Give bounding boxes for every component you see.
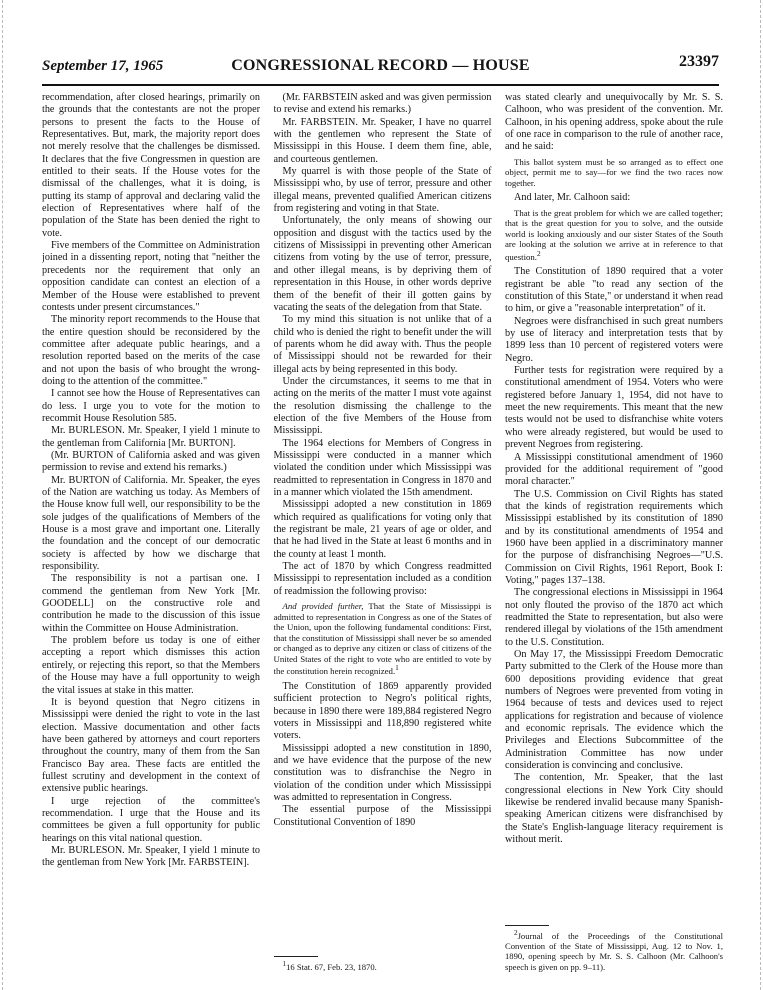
paragraph: My quarrel is with those people of the State of Mississippi who, by use of terror, pressure and other illegal means, prevented qualified American citizens from registering and voting in that State. bbox=[273, 166, 492, 215]
quote-text: That the State of Mississippi is admitted to representation in Congress as one of the States of the Union, upon the following fundamental conditions: First, that the constitution of Mississippi shall never be so amended or changed as to deprive any citizen or class of citizens of the United States of the right to vote who are entitled to vote by the constitution herein recognized. bbox=[273, 601, 492, 677]
paragraph: recommendation, after closed hearings, primarily on the grounds that the contestants are not the proper persons to present the facts to the House of Representatives. But, mark, the majority report does not merely resolve that the challenges be dismissed. It declares that the five Congressmen in question are entitled to their seats. If the House votes for the dismissal of the challenges, what it is doing, is putting its stamp of approval and declaring valid the election of Representatives where half of the population of the State has been denied the right to vote. bbox=[42, 92, 260, 239]
paragraph: A Mississippi constitutional amendment of 1960 provided for the additional requirement of "good moral character." bbox=[505, 451, 723, 488]
paragraph: The minority report recommends to the House that the entire question should be reconsidered by the committee after adequate public hearings, and a resolution reported based on the merits of the case and not upon the basis of who brought the wrong-doing to the attention of the committee." bbox=[42, 314, 260, 387]
page-header bbox=[42, 50, 719, 86]
paragraph: The problem before us today is one of either accepting a report which dismisses this action entirely, or rejecting this report, so that the Members of the House may have a full opportunity to weigh the vital issues at stake in this matter. bbox=[42, 635, 260, 696]
footnote bbox=[505, 929, 723, 972]
footnote-mark: 2 bbox=[514, 928, 518, 937]
column-1 bbox=[42, 92, 260, 972]
paragraph: Under the circumstances, it seems to me that in acting on the merits of the matter I must vote against the resolution dismissing the challenge to the election of the five Members of the House from Mississippi. bbox=[273, 375, 492, 437]
column-3-footnotes bbox=[505, 917, 723, 972]
paragraph: Mr. FARBSTEIN. Mr. Speaker, I have no quarrel with the gentlemen who represent the State of Mississippi in this House. I deem them fine, able, and courteous gentlemen. bbox=[273, 116, 492, 165]
paragraph: Mr. BURTON of California. Mr. Speaker, the eyes of the Nation are watching us today. As Members of the House know full well, our responsibility to be the sole judges of the qualifications of Members of the House is a most grave and important one. Literally the foundation and the concept of our democratic society is affected by how we discharge that responsibility. bbox=[42, 474, 260, 573]
paragraph: The Constitution of 1869 apparently provided sufficient protection to Negro's political rights, because in 1890 there were 189,884 registered Negro voters in Mississippi and 118,890 registered white voters. bbox=[273, 680, 492, 742]
footnote-text: Journal of the Proceedings of the Constitutional Convention of the State of Mississippi, Aug. 12 to Nov. 1, 1890, opening speech by Mr. S. S. Calhoon (Mr. Calhoon's speech is given on pp. 9–11). bbox=[505, 930, 723, 972]
left-margin-scan-marks bbox=[2, 0, 9, 990]
footnote-rule bbox=[505, 925, 549, 926]
quote-text: That is the great problem for which we are called together; that is the great question for you to solve, and the outside world is looking anxiously and our sister States of the South are looking at the solution we arrive at in reference to that question. bbox=[505, 207, 723, 262]
footnote-mark: 1 bbox=[395, 663, 399, 673]
paragraph: Five members of the Committee on Administration joined in a dissenting report, noting that "neither the precedents nor the requirement that only an opposition candidate can contest an election of a Member of the House were established to prevent contests under present circumstances." bbox=[42, 240, 260, 313]
column-2 bbox=[274, 92, 492, 972]
footnote-mark: 2 bbox=[537, 248, 541, 258]
footnote-text: 16 Stat. 67, Feb. 23, 1870. bbox=[286, 961, 377, 972]
paragraph: The Constitution of 1890 required that a voter registrant be able "to read any section of the constitution of this State," or understand it when read to him, or give a "reasonable interpretation" of it. bbox=[505, 266, 723, 315]
block-quote: This ballot system must be so arranged as to effect one object, permit me to say—for we find the two races now together. bbox=[505, 156, 723, 188]
paragraph: Mr. BURLESON. Mr. Speaker, I yield 1 minute to the gentleman from New York [Mr. FARBSTEIN]. bbox=[42, 844, 260, 869]
header-date: September 17, 1965 bbox=[42, 58, 164, 74]
paragraph: I urge rejection of the committee's recommendation. I urge that the House and its committees be given a full opportunity for public hearings on this vital national question. bbox=[42, 795, 260, 844]
column-3 bbox=[505, 92, 723, 972]
quote-lead: And provided further, bbox=[282, 601, 364, 612]
paragraph: The essential purpose of the Mississippi Constitutional Convention of 1890 bbox=[273, 804, 492, 828]
header-page-number: 23397 bbox=[679, 53, 719, 70]
paragraph: Negroes were disfranchised in such great numbers by use of literacy and interpretation tests that by 1899 less than 10 percent of registered voters were Negro. bbox=[505, 315, 723, 364]
paragraph: To my mind this situation is not unlike that of a child who is denied the right to benefit under the will of parents whom he did away with. Thus the people of Mississippi should not be rewarded for their illegal acts by being represented in this body. bbox=[273, 314, 492, 375]
paragraph: The 1964 elections for Members of Congress in Mississippi were conducted in a manner which violated the condition under which Mississippi was readmitted to representation in Congress in 1870 and in a manner which violated the 15th amendment. bbox=[273, 437, 492, 498]
block-quote bbox=[505, 208, 723, 263]
footnote-mark: 1 bbox=[282, 959, 287, 968]
paragraph: On May 17, the Mississippi Freedom Democratic Party submitted to the Clerk of the House more than 600 depositions providing evidence that great numbers of Negroes were prevented from voting in 1964 because of tests and devices used to reject applications for registration and because of violence and economic reprisals. The evidence which the Privileges and Elections Subcommittee of the Administration Committee has now under consideration is convincing and conclusive. bbox=[505, 649, 723, 772]
header-title: CONGRESSIONAL RECORD — HOUSE bbox=[231, 57, 530, 74]
paragraph: Mississippi adopted a new constitution in 1869 which required as qualifications for voting only that the registrant be male, 21 years of age or older, and that he had lived in the State at least 6 months and in the county at least 1 month. bbox=[273, 499, 492, 560]
paragraph: The U.S. Commission on Civil Rights has stated that the kinds of registration requirements which Mississippi established by its constitution of 1890 and by its constitutional amendments of 1954 and 1960 have been applied in a discriminatory manner for the purpose of disfranchising Negroes—"U.S. Commission on Civil Rights, 1961 Report, Book I: Voting," pages 137–138. bbox=[505, 488, 723, 586]
column-2-footnotes bbox=[274, 948, 492, 972]
paragraph: Mississippi adopted a new constitution in 1890, and we have evidence that the purpose of the new constitution was to disfranchise the Negro in violation of the condition under which Mississippi was admitted to representation in Congress. bbox=[273, 742, 492, 803]
paragraph: (Mr. BURTON of California asked and was given permission to revise and extend his remarks.) bbox=[42, 449, 260, 474]
block-quote bbox=[274, 601, 492, 677]
paragraph: (Mr. FARBSTEIN asked and was given permission to revise and extend his remarks.) bbox=[273, 92, 492, 116]
paragraph: I cannot see how the House of Representatives can do less. I urge you to vote for the motion to recommit House Resolution 585. bbox=[42, 388, 260, 424]
column-3-body bbox=[505, 92, 723, 847]
paragraph: The responsibility is not a partisan one. I commend the gentleman from New York [Mr. GOODELL] on the constructive role and contribution he made to the discussion of this issue within the Committee on House Administration. bbox=[42, 573, 260, 634]
footnote-rule bbox=[274, 956, 318, 957]
paragraph: It is beyond question that Negro citizens in Mississippi were denied the right to vote in the last election. Massive documentation and other facts have been gathered by attorneys and court reporters throughout the country, many of them from the San Francisco Bay area. These facts are entitled the fullest scrutiny and development in the context of extensive public hearings. bbox=[42, 696, 260, 795]
paragraph: was stated clearly and unequivocally by Mr. S. S. Calhoon, who was president of the convention. Mr. Calhoon, in his opening address, spoke about the rule of one race in comparison to the rule of another race, and he said: bbox=[505, 92, 723, 153]
paragraph: The contention, Mr. Speaker, that the last congressional elections in New York City should likewise be rendered invalid because many Spanish-speaking American citizens were disfranchised by the State's English-language literacy requirement is without merit. bbox=[505, 772, 723, 846]
paragraph: And later, Mr. Calhoon said: bbox=[514, 192, 631, 204]
footnote bbox=[274, 960, 492, 972]
text-columns bbox=[42, 92, 723, 972]
paragraph: Unfortunately, the only means of showing our opposition and disgust with the tactics used by the citizens of Mississippi in preventing other American citizens from voting by the use of terror, pressure, and other illegal means, is by depriving them of representation in this House, in other words deprive them of the benefit of their ill gotten gains by vacating the seats of the delegation from that State. bbox=[273, 215, 492, 313]
paragraph: Mr. BURLESON. Mr. Speaker, I yield 1 minute to the gentleman from California [Mr. BURTON]. bbox=[42, 425, 260, 449]
paragraph: The act of 1870 by which Congress readmitted Mississippi to representation included as a condition of readmission the following proviso: bbox=[273, 561, 492, 597]
paragraph: The congressional elections in Mississippi in 1964 not only flouted the proviso of the 1870 act which readmitted the State to representation, but also were rendered illegal by violations of the 15th amendment to the U.S. Constitution. bbox=[505, 587, 723, 648]
right-margin-scan-marks bbox=[754, 0, 761, 990]
paragraph: Further tests for registration were required by a constitutional amendment of 1954. Voters who were registered before January 1, 1954, did not have to meet the new requirements. This meant that the new tests would not be used to disfranchise white voters who were already registered, but would be used to prevent Negroes from registering. bbox=[505, 365, 723, 451]
column-2-body bbox=[274, 92, 492, 829]
